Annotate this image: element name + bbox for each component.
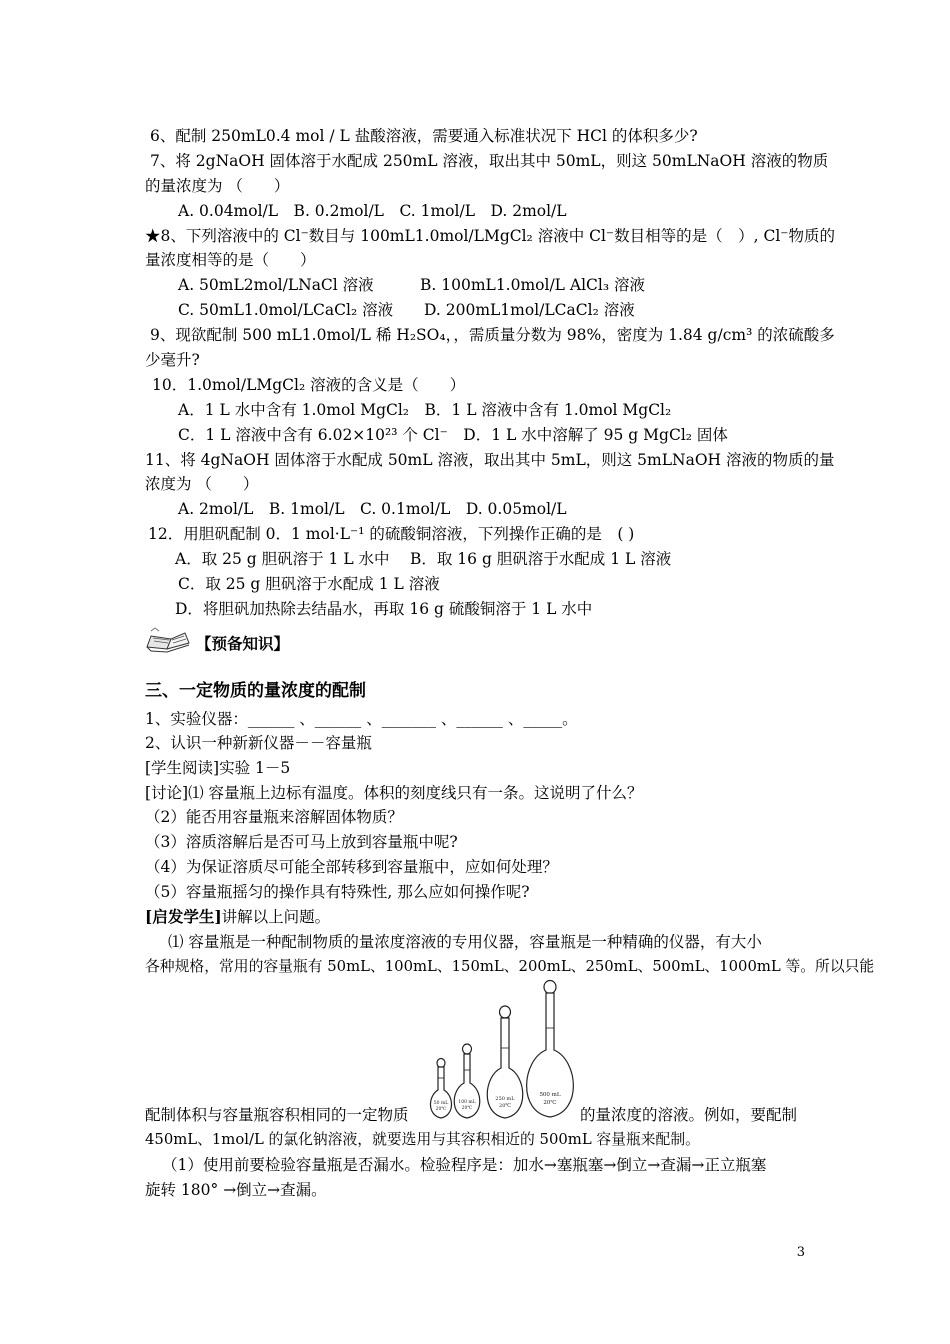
prep-knowledge-heading: 【预备知识】 — [196, 634, 290, 653]
question-9-line1: 9、现欲配制 500 mL1.0mol/L 稀 H₂SO₄，，需质量分数为 98%，密度为 1.84 g/cm³ 的浓硫酸多 — [150, 326, 835, 344]
question-11-options: A. 2mol/L B. 1mol/L C. 0.1mol/L D. 0.05mol/L — [178, 500, 567, 518]
question-12-options-ab: A．取 25 g 胆矾溶于 1 L 水中 B．取 16 g 胆矾溶于水配成 1 L 溶液 — [175, 550, 672, 568]
inspire-line — [145, 906, 330, 928]
page-number: 3 — [796, 1245, 805, 1260]
discussion-1: [讨论]⑴ 容量瓶上边标有温度。体积的刻度线只有一条。这说明了什么？ — [145, 784, 643, 802]
question-6: 6、配制 250mL0.4 mol / L 盐酸溶液，需要通入标准状况下 HCl 的体积多少? — [150, 127, 698, 145]
flask-250-label: 250 mL — [495, 1096, 515, 1102]
question-9-line2: 少毫升? — [145, 351, 200, 369]
discussion-5: （5）容量瓶摇匀的操作具有特殊性, 那么应如何操作呢? — [145, 883, 530, 901]
question-7-line2: 的量浓度为 （ ） — [145, 177, 290, 195]
section-3-item-1: 1、实验仪器：______ 、______ 、_______ 、______ 、_____。 — [145, 710, 578, 728]
question-12-option-c: C．取 25 g 胆矾溶于水配成 1 L 溶液 — [178, 575, 440, 593]
paragraph-1-line3-left: 配制体积与容量瓶容积相同的一定物质 — [145, 1106, 409, 1124]
question-8-option-a: A. 50mL2mol/LNaCl 溶液 — [178, 276, 374, 294]
volumetric-flasks-image — [425, 978, 577, 1123]
paragraph-2-line1: （1）使用前要检验容量瓶是否漏水。检验程序是：加水→塞瓶塞→倒立→查漏→正立瓶塞 — [162, 1156, 767, 1174]
question-7-options: A. 0.04mol/L B. 0.2mol/L C. 1mol/L D. 2mol/L — [178, 202, 567, 220]
student-reading: [学生阅读]实验 1－5 — [145, 759, 291, 777]
paragraph-1-line4: 450mL、1mol/L 的氯化钠溶液，就要选用与其容积相近的 500mL 容量瓶来配制。 — [145, 1131, 700, 1148]
paragraph-1-line2: 各种规格，常用的容量瓶有 50mL、100mL、150mL、200mL、250mL、500mL、1000mL 等。所以只能 — [145, 958, 875, 975]
question-10-options-cd: C．1 L 溶液中含有 6.02×10²³ 个 Cl⁻ D．1 L 水中溶解了 95 g MgCl₂ 固体 — [178, 426, 728, 444]
flask-50-temp: 20℃ — [435, 1107, 447, 1112]
discussion-3: （3）溶质溶解后是否可马上放到容量瓶中呢? — [145, 833, 458, 851]
question-8-option-c: C. 50mL1.0mol/LCaCl₂ 溶液 — [178, 301, 394, 319]
flask-100-temp: 20℃ — [461, 1106, 473, 1111]
discussion-4: （4）为保证溶质尽可能全部转移到容量瓶中，应如何处理？ — [145, 858, 558, 876]
question-7-line1: 7、将 2gNaOH 固体溶于水配成 250mL 溶液，取出其中 50mL，则这 50mLNaOH 溶液的物质 — [150, 152, 829, 170]
paragraph-2-line2: 旋转 180° →倒立→查漏。 — [145, 1181, 327, 1199]
flask-50-label: 50 mL — [433, 1101, 449, 1106]
open-book-icon — [145, 625, 193, 653]
question-10-options-ab: A．1 L 水中含有 1.0mol MgCl₂ B．1 L 溶液中含有 1.0mol MgCl₂ — [178, 401, 672, 419]
flask-100-label: 100 mL — [458, 1100, 476, 1105]
flask-500-temp: 20℃ — [543, 1100, 557, 1106]
section-3-heading: 三、一定物质的量浓度的配制 — [145, 681, 366, 701]
question-12: 12．用胆矾配制 0．1 mol·L⁻¹ 的硫酸铜溶液，下列操作正确的是 ( ) — [148, 525, 635, 543]
section-3-item-2: 2、认识一种新新仪器－－容量瓶 — [145, 734, 372, 752]
question-12-option-d: D．将胆矾加热除去结晶水，再取 16 g 硫酸铜溶于 1 L 水中 — [175, 600, 593, 618]
inspire-label: [启发学生] — [145, 907, 222, 926]
flask-250-temp: 20℃ — [499, 1103, 511, 1109]
discussion-2: （2）能否用容量瓶来溶解固体物质？ — [145, 808, 403, 826]
paragraph-1-line3-right: 的量浓度的溶液。例如，要配制 — [580, 1106, 798, 1124]
question-8-line2: 量浓度相等的是（ ） — [145, 251, 316, 269]
inspire-text: 讲解以上问题。 — [221, 908, 331, 926]
flask-500-label: 500 mL — [539, 1092, 561, 1098]
question-8-option-b: B. 100mL1.0mol/L AlCl₃ 溶液 — [420, 276, 646, 294]
paragraph-1-line1: ⑴ 容量瓶是一种配制物质的量浓度溶液的专用仪器，容量瓶是一种精确的仪器，有大小 — [168, 933, 762, 951]
question-11-line1: 11、将 4gNaOH 固体溶于水配成 50mL 溶液，取出其中 5mL，则这 5mLNaOH 溶液的物质的量 — [145, 451, 835, 469]
question-11-line2: 浓度为 （ ） — [145, 475, 259, 493]
question-8-line1: ★8、下列溶液中的 Cl⁻数目与 100mL1.0mol/LMgCl₂ 溶液中 Cl⁻数目相等的是（ ）, Cl⁻物质的 — [145, 227, 835, 245]
question-10: 10．1.0mol/LMgCl₂ 溶液的含义是（ ） — [152, 376, 466, 394]
question-8-option-d: D. 200mL1mol/LCaCl₂ 溶液 — [424, 301, 635, 319]
